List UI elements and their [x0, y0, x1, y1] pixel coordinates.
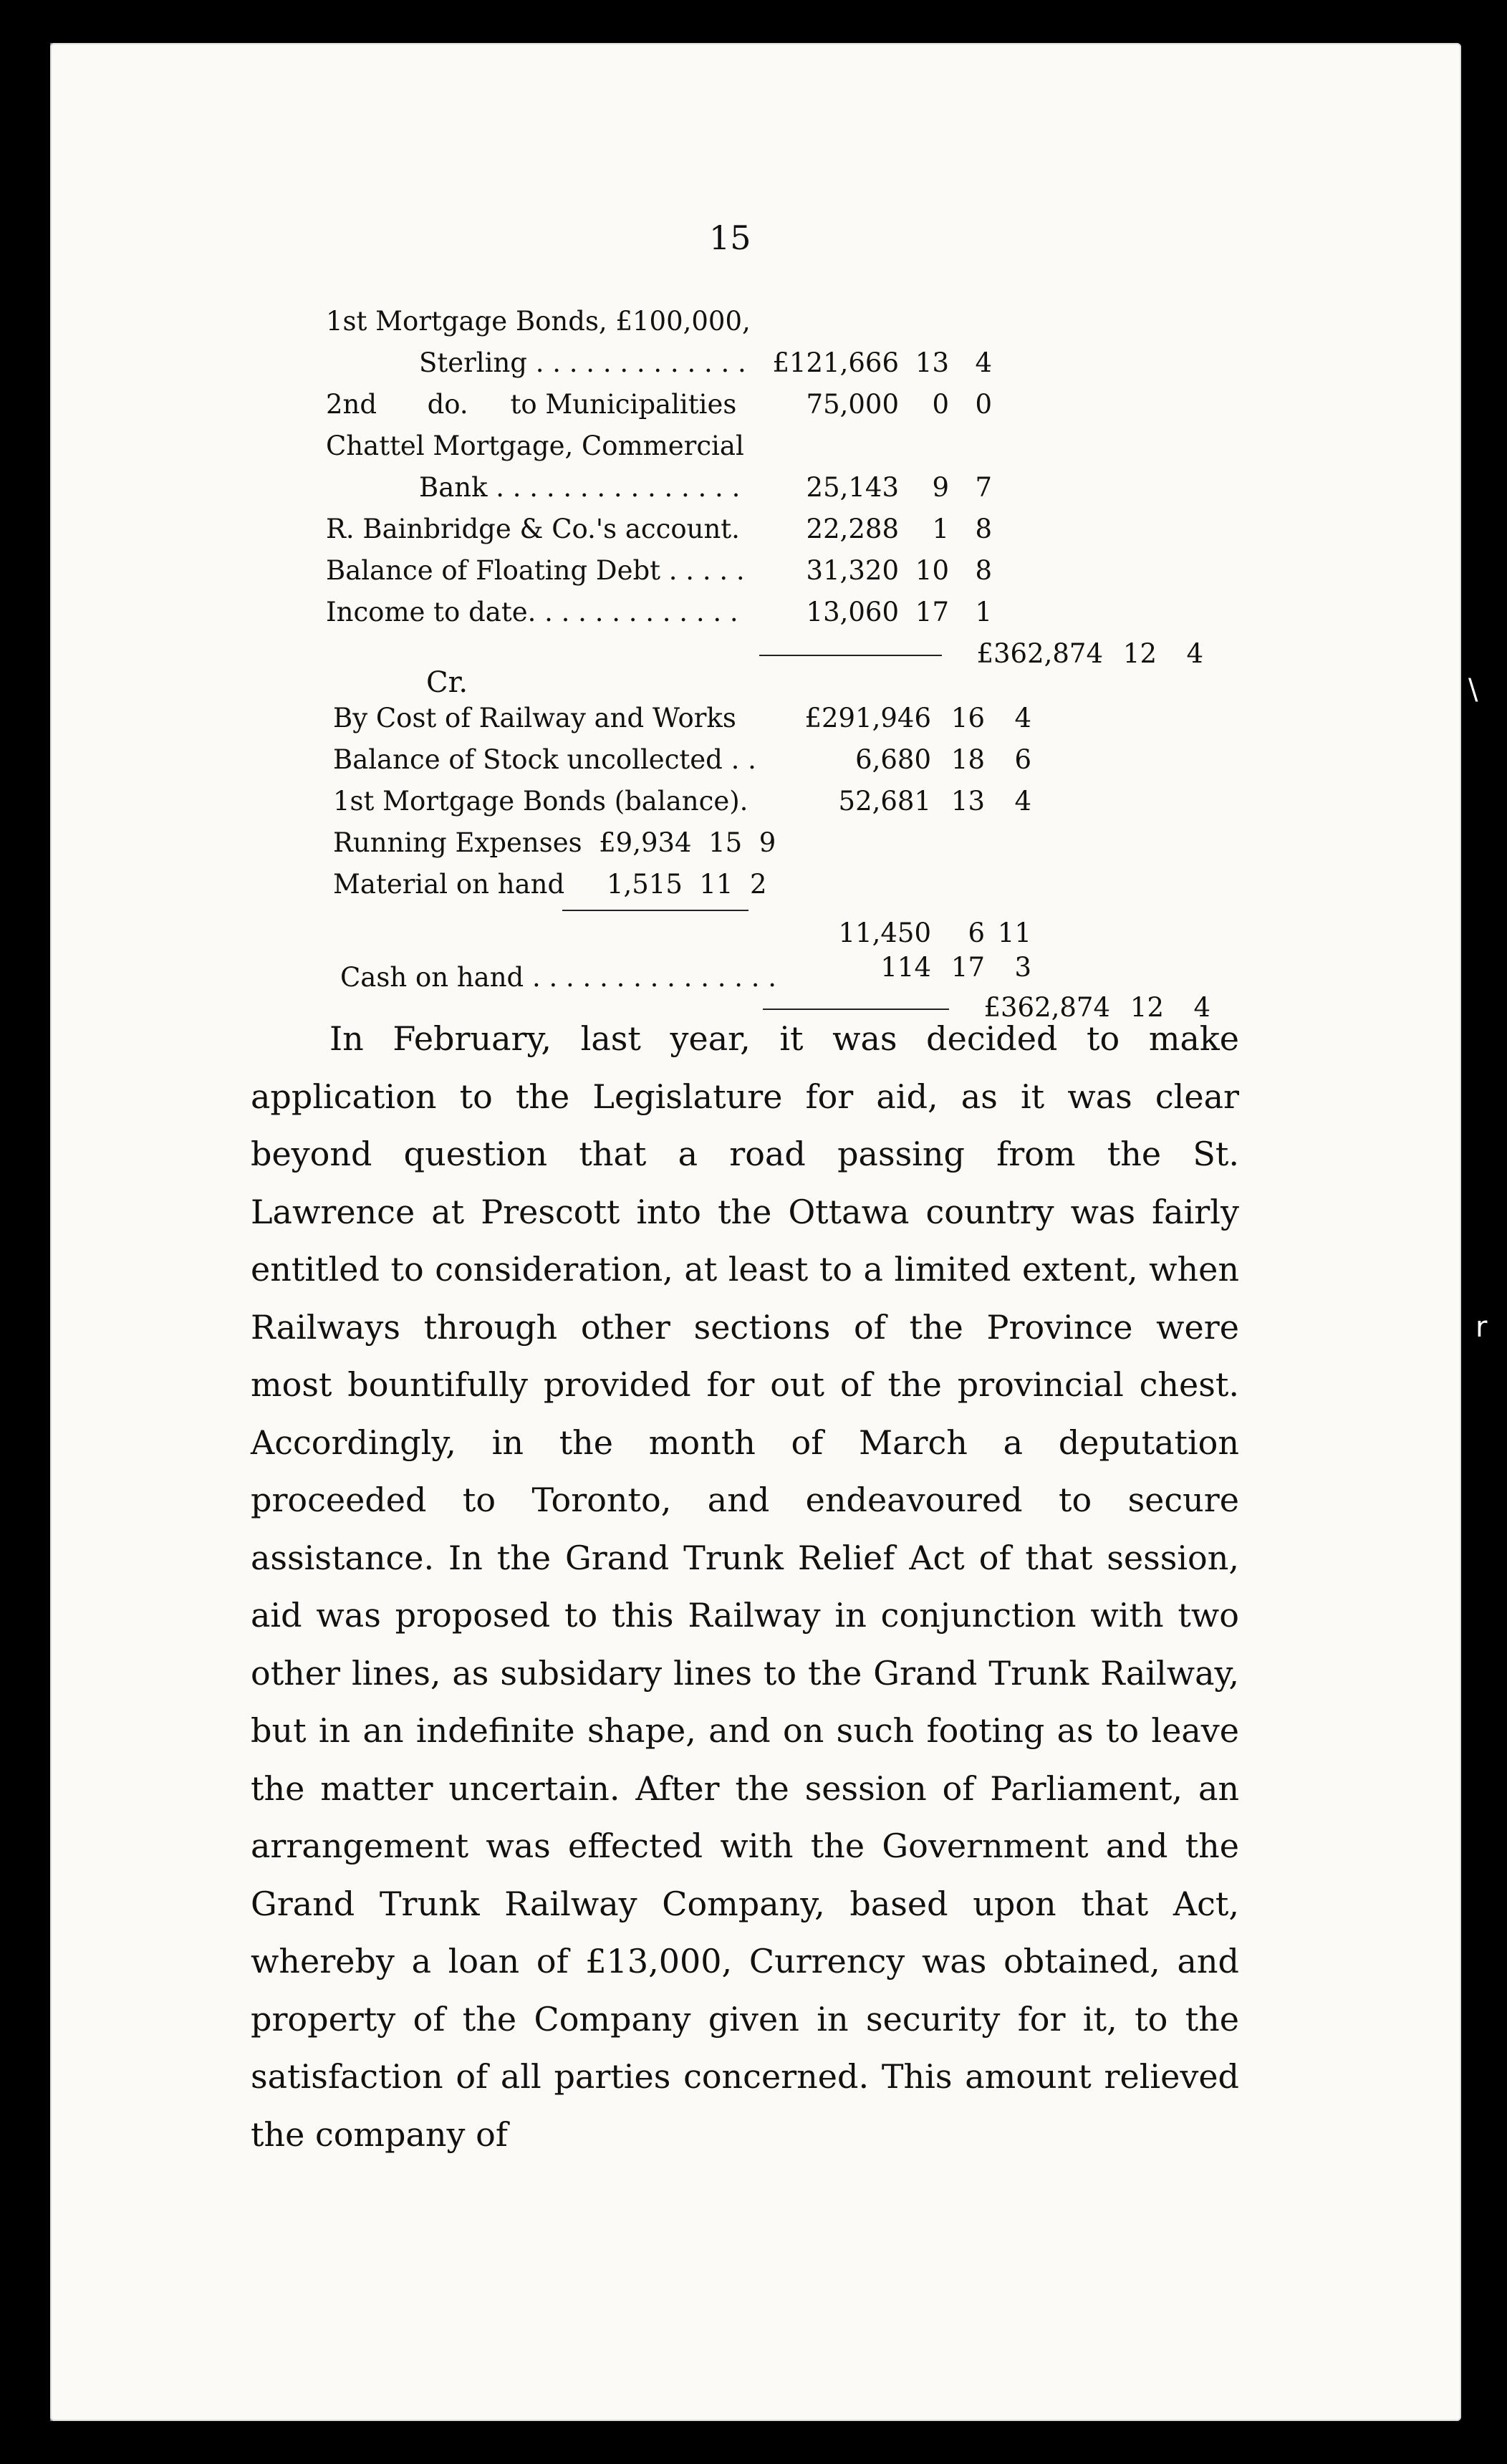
ledger-label: 2nd do. to Municipalities: [326, 389, 737, 420]
ledger-shillings: 17: [915, 597, 949, 627]
ledger-shillings: 13: [950, 786, 985, 817]
ledger-pounds: £121,666: [772, 347, 899, 378]
ledger-label: Income to date. . . . . . . . . . . . .: [326, 597, 738, 627]
paragraph: In February, last year, it was decided to make application to the Legislature for aid, as it was clear beyond question that a road passing from the St. Lawrence at Prescott into the Ottawa country was fairly entitled to consideration, at least to a limited extent, when Railways through other sections of the Province were most bountifully provided for out of the provincial chest. Accordingly, in the month of March a deputation proceeded to Toronto, and endeavoured to secure assistance. In the Grand Trunk Relief Act of that session, aid was proposed to this Railway in conjunction with two other lines, as subsidary lines to the Grand Trunk Railway, but in an indefinite shape, and on such footing as to leave the matter uncertain. After the session of Parliament, an arrangement was effected with the Government and the Grand Trunk Railway Company, based upon that Act, whereby a loan of £13,000, Currency was obtained, and property of the Company given in security for it, to the satisfaction of all parties concerned. This amount relieved the company of: [251, 1019, 1239, 2154]
ledger-pence: 8: [975, 555, 992, 586]
ledger-label: By Cost of Railway and Works: [333, 703, 736, 733]
ledger-shillings: 13: [915, 347, 949, 378]
ledger-pence: 7: [975, 472, 992, 503]
total-pounds: £362,874: [976, 638, 1103, 669]
ledger-pounds: 114: [880, 952, 931, 983]
body-text: [251, 1010, 1239, 2163]
ledger-pence: 4: [1014, 786, 1031, 817]
ledger-label: R. Bainbridge & Co.'s account.: [326, 514, 740, 544]
credit-heading: Cr.: [426, 666, 468, 699]
ledger-shillings: 10: [915, 555, 949, 586]
ledger-shillings: 1: [932, 514, 949, 544]
ledger-pounds: 22,288: [806, 514, 899, 544]
ledger-pounds: 6,680: [855, 744, 931, 775]
ledger-label: Sterling . . . . . . . . . . . . .: [419, 347, 746, 378]
ledger-label: Cash on hand . . . . . . . . . . . . . . .: [340, 962, 777, 993]
ledger-shillings: 16: [950, 703, 985, 733]
ledger-pence: 4: [975, 347, 992, 378]
total-pence: 4: [1193, 992, 1210, 1023]
scan-mark: r: [1475, 1311, 1488, 1344]
total-shillings: 12: [1122, 638, 1157, 669]
total-rule: [759, 655, 942, 656]
ledger-shillings: 6: [968, 918, 985, 948]
ledger-label: Material on hand 1,515 11 2: [333, 869, 767, 900]
ledger-shillings: 0: [932, 389, 949, 420]
total-shillings: 12: [1130, 992, 1164, 1023]
total-pence: 4: [1186, 638, 1203, 669]
page-number: 15: [709, 218, 751, 257]
ledger-pounds: 25,143: [806, 472, 899, 503]
ledger-label: 1st Mortgage Bonds, £100,000,: [326, 306, 751, 337]
ledger-shillings: 18: [950, 744, 985, 775]
ledger-label: Balance of Stock uncollected . .: [333, 744, 756, 775]
ledger-label: Bank . . . . . . . . . . . . . . .: [419, 472, 741, 503]
ledger-shillings: 17: [950, 952, 985, 983]
ledger-label: Balance of Floating Debt . . . . .: [326, 555, 745, 586]
ledger-pounds: £291,946: [804, 703, 931, 733]
ledger-pounds: 52,681: [838, 786, 931, 817]
ledger-pence: 0: [975, 389, 992, 420]
ledger-pence: 11: [997, 918, 1031, 948]
ledger-pence: 6: [1014, 744, 1031, 775]
ledger-shillings: 9: [932, 472, 949, 503]
subtotal-rule: [562, 910, 748, 911]
ledger-pence: 4: [1014, 703, 1031, 733]
scan-mark: \: [1468, 673, 1478, 706]
total-pounds: £362,874: [983, 992, 1110, 1023]
ledger-pounds: 13,060: [806, 597, 899, 627]
ledger-label: Chattel Mortgage, Commercial: [326, 430, 744, 461]
ledger-pounds: 11,450: [838, 918, 931, 948]
ledger-pounds: 75,000: [806, 389, 899, 420]
ledger-pence: 3: [1014, 952, 1031, 983]
ledger-pence: 8: [975, 514, 992, 544]
ledger-label: Running Expenses £9,934 15 9: [333, 827, 776, 858]
ledger-pence: 1: [975, 597, 992, 627]
ledger-label: 1st Mortgage Bonds (balance).: [333, 786, 748, 817]
ledger-pounds: 31,320: [806, 555, 899, 586]
